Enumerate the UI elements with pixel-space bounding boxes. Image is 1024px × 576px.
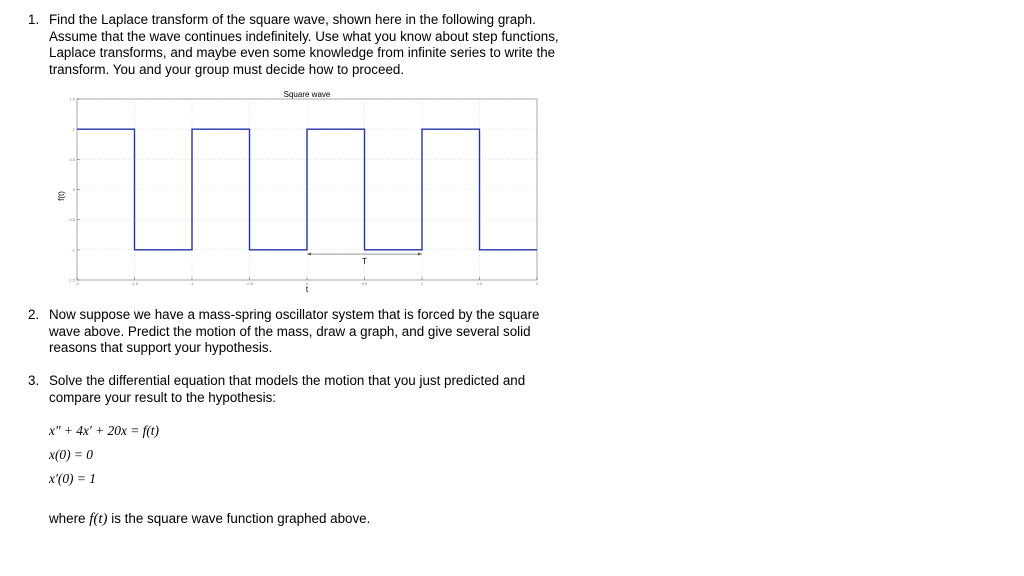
y-axis-label: f(t) — [57, 191, 66, 201]
q3-text — [49, 373, 629, 406]
q3-line: Solve the differential equation that models the motion that you just predicted and — [49, 373, 526, 388]
x-tick-label: -1 — [190, 281, 194, 286]
q2-number: 2. — [28, 307, 40, 322]
y-tick-label: -1 — [71, 247, 75, 253]
x-tick-label: 2 — [535, 281, 539, 286]
q1-line: Find the Laplace transform of the square wave, shown here in the following graph. — [49, 12, 536, 27]
y-tick-label: 1.5 — [69, 96, 75, 102]
x-tick-label: 1.5 — [476, 281, 483, 286]
period-arrow-head-left — [307, 253, 311, 256]
q1-line: Laplace transforms, and maybe even some knowledge from infinite series to write the — [49, 45, 556, 60]
q2-line: Now suppose we have a mass-spring oscillator system that is forced by the square — [49, 307, 540, 322]
q2-line: reasons that support your hypothesis. — [49, 340, 273, 355]
period-label: T — [362, 257, 367, 267]
x-tick-label: 1 — [420, 281, 424, 286]
q3-line: compare your result to the hypothesis: — [49, 389, 277, 405]
q1-line: Assume that the wave continues indefinitely. Use what you know about step functions, — [49, 28, 559, 44]
q1-line: transform. You and your group must decide how to proceed. — [49, 61, 405, 77]
y-tick-label: 0.5 — [69, 156, 75, 162]
y-tick-label: -0.5 — [68, 217, 75, 223]
q2-text — [49, 307, 629, 357]
x-tick-label: 0.5 — [361, 281, 368, 286]
q1-text — [49, 12, 629, 78]
y-tick-label: 1 — [72, 126, 75, 132]
period-arrow-head-right — [418, 253, 422, 256]
x-tick-label: -0.5 — [246, 281, 253, 286]
x-tick-label: -1.5 — [131, 281, 138, 286]
where-sentence — [49, 511, 370, 528]
ode-equation: x″ + 4x′ + 20x = f(t) — [49, 423, 159, 438]
y-tick-label: 0 — [72, 187, 75, 192]
chart-title: Square wave — [283, 90, 331, 99]
initial-condition-position: x(0) = 0 — [49, 447, 93, 462]
q3-number: 3. — [28, 373, 40, 388]
x-tick-label: -2 — [75, 281, 79, 286]
q2-line: wave above. Predict the motion of the mass, draw a graph, and give several solid — [49, 323, 531, 339]
where-suffix: is the square wave function graphed above. — [111, 511, 371, 526]
initial-condition-velocity: x′(0) = 1 — [49, 471, 96, 486]
x-tick-label: 0 — [305, 281, 309, 286]
where-function: f(t) — [89, 511, 108, 527]
x-axis-label: t — [305, 285, 309, 294]
y-tick-label: -1.5 — [68, 277, 75, 283]
square-wave-chart — [57, 84, 549, 294]
q1-number: 1. — [28, 12, 40, 27]
where-prefix: where — [49, 511, 86, 526]
